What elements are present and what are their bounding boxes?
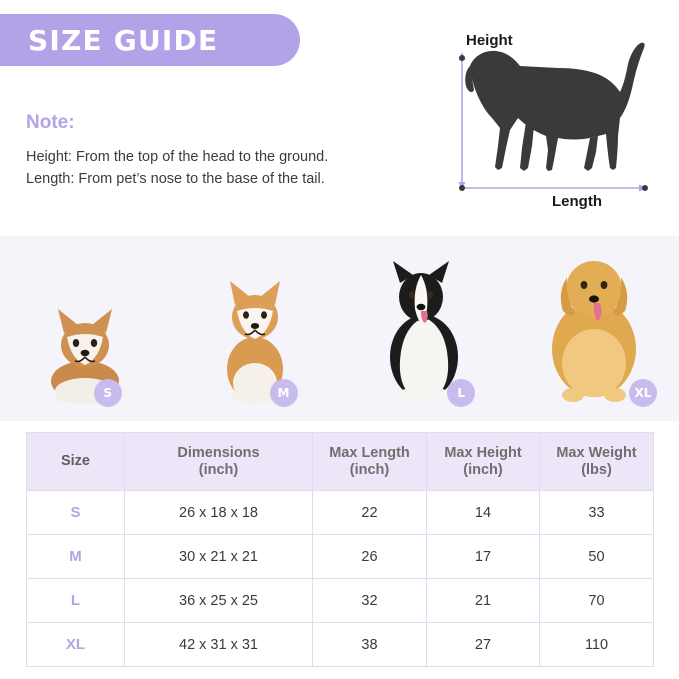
dog-silhouette-icon bbox=[440, 18, 665, 223]
header-max-weight-line2: (lbs) bbox=[581, 461, 612, 478]
header-size bbox=[27, 433, 125, 491]
table-row bbox=[27, 579, 654, 623]
header-max-length-line2: (inch) bbox=[349, 461, 390, 478]
table-row bbox=[27, 535, 654, 579]
table-row bbox=[27, 491, 654, 535]
photo-cell-l bbox=[340, 236, 510, 421]
note-line-height: Height: From the top of the head to the ground. bbox=[26, 149, 329, 165]
cell-max-length: 38 bbox=[313, 623, 427, 667]
header-max-length-line1: Max Length bbox=[329, 444, 410, 461]
cell-max-weight: 70 bbox=[540, 579, 654, 623]
size-guide-banner bbox=[0, 14, 300, 66]
cell-max-length: 22 bbox=[313, 491, 427, 535]
header-dimensions bbox=[125, 433, 313, 491]
shiba-inu-photo bbox=[170, 236, 340, 421]
cell-max-weight: 33 bbox=[540, 491, 654, 535]
size-badge-l: L bbox=[447, 379, 475, 407]
cell-size: S bbox=[27, 491, 125, 535]
header-max-weight bbox=[540, 433, 654, 491]
cell-max-weight: 110 bbox=[540, 623, 654, 667]
note-line-length: Length: From pet’s nose to the base of the tail. bbox=[26, 171, 325, 187]
header-section bbox=[0, 0, 679, 236]
cell-size: XL bbox=[27, 623, 125, 667]
cell-dimensions: 36 x 25 x 25 bbox=[125, 579, 313, 623]
corgi-photo bbox=[0, 236, 170, 421]
size-badge-s: S bbox=[94, 379, 122, 407]
cell-max-height: 21 bbox=[427, 579, 540, 623]
table-row bbox=[27, 623, 654, 667]
cell-max-length: 26 bbox=[313, 535, 427, 579]
dog-photo-strip bbox=[0, 236, 679, 421]
header-size-line1: Size bbox=[60, 453, 90, 469]
diagram-length-label: Length bbox=[552, 193, 602, 210]
cell-max-height: 27 bbox=[427, 623, 540, 667]
cell-max-weight: 50 bbox=[540, 535, 654, 579]
size-table-wrapper bbox=[26, 432, 653, 667]
cell-dimensions: 30 x 21 x 21 bbox=[125, 535, 313, 579]
header-max-height bbox=[427, 433, 540, 491]
photo-cell-m bbox=[170, 236, 340, 421]
header-max-height-line2: (inch) bbox=[463, 461, 503, 478]
size-badge-xl: XL bbox=[629, 379, 657, 407]
diagram-height-label: Height bbox=[466, 32, 513, 49]
header-max-length bbox=[313, 433, 427, 491]
note-heading: Note: bbox=[26, 112, 75, 133]
header-max-weight-line1: Max Weight bbox=[556, 444, 637, 461]
header-max-height-line1: Max Height bbox=[444, 444, 522, 461]
header-dimensions-line2: (inch) bbox=[198, 461, 239, 478]
note-text bbox=[26, 146, 328, 190]
cell-size: L bbox=[27, 579, 125, 623]
cell-dimensions: 42 x 31 x 31 bbox=[125, 623, 313, 667]
page-title: SIZE GUIDE bbox=[28, 23, 219, 57]
size-badge-m: M bbox=[270, 379, 298, 407]
table-header-row bbox=[27, 433, 654, 491]
header-dimensions-line1: Dimensions bbox=[177, 444, 260, 461]
photo-cell-s bbox=[0, 236, 170, 421]
border-collie-photo bbox=[340, 236, 510, 421]
cell-dimensions: 26 x 18 x 18 bbox=[125, 491, 313, 535]
cell-size: M bbox=[27, 535, 125, 579]
cell-max-height: 14 bbox=[427, 491, 540, 535]
measurement-diagram bbox=[440, 18, 665, 223]
cell-max-height: 17 bbox=[427, 535, 540, 579]
photo-cell-xl bbox=[509, 236, 679, 421]
size-table bbox=[26, 432, 654, 667]
cell-max-length: 32 bbox=[313, 579, 427, 623]
